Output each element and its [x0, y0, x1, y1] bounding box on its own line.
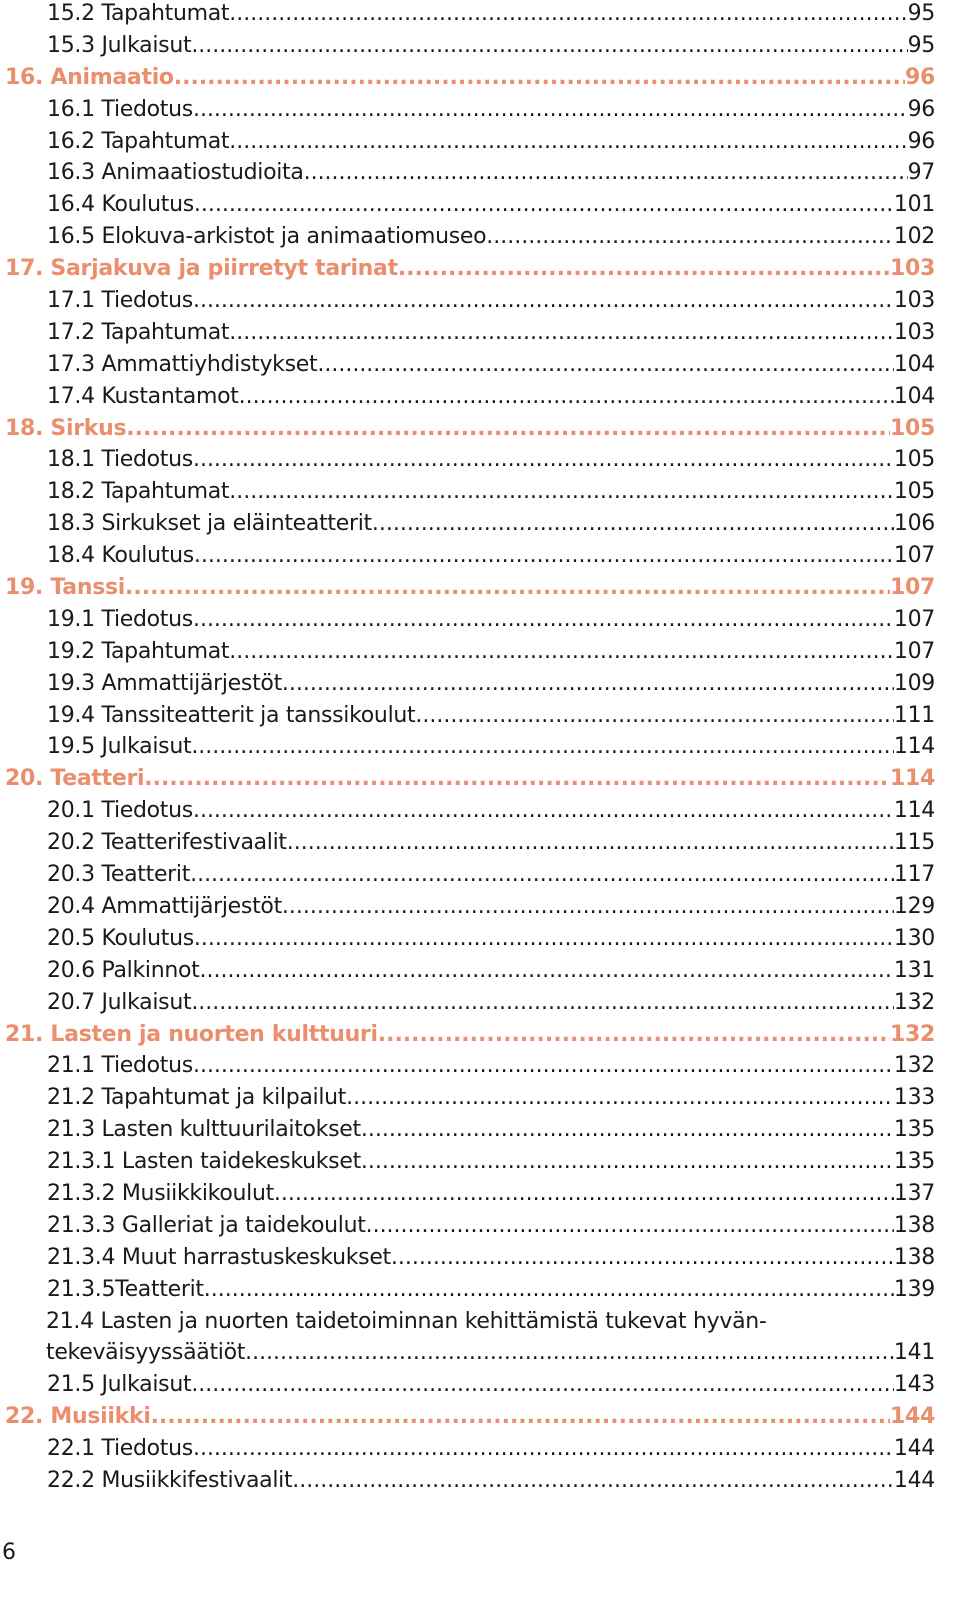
- toc-entry-line: [47, 604, 935, 636]
- page-number: 6: [2, 1540, 16, 1565]
- dot-leader: [415, 700, 894, 732]
- toc-entry[interactable]: [0, 1210, 960, 1242]
- toc-entry-line: [47, 157, 935, 189]
- toc-entry-label: 22.1 Tiedotus: [47, 1436, 193, 1462]
- toc-entry[interactable]: [0, 1433, 960, 1465]
- toc-entry-line: [5, 572, 935, 604]
- toc-chapter[interactable]: [0, 572, 960, 604]
- toc-entry-page: 131: [893, 957, 935, 983]
- dot-leader: [191, 30, 907, 62]
- dot-leader: [486, 221, 894, 253]
- dot-leader: [193, 94, 908, 126]
- toc-entry-page: 144: [893, 1467, 935, 1493]
- toc-entry[interactable]: [0, 508, 960, 540]
- toc-entry-line: [47, 891, 935, 923]
- dot-leader: [361, 1114, 894, 1146]
- toc-entry-line: [47, 1242, 935, 1274]
- toc-entry-line: [47, 540, 935, 572]
- toc-entry[interactable]: [0, 94, 960, 126]
- toc-entry-line: [47, 1146, 935, 1178]
- toc-entry-line: [5, 763, 935, 795]
- toc-entry-line: [47, 859, 935, 891]
- toc-entry-line: [47, 700, 935, 732]
- toc-entry-line: [47, 126, 935, 158]
- toc-entry-page: 104: [893, 351, 935, 377]
- toc-entry-line: [47, 1114, 935, 1146]
- dot-leader: [229, 317, 894, 349]
- toc-entry-label: 18. Sirkus: [5, 415, 127, 441]
- dot-leader: [229, 126, 907, 158]
- toc-entry[interactable]: [0, 0, 960, 30]
- toc-entry-label: 17.4 Kustantamot: [47, 383, 239, 409]
- toc-entry-page: 97: [907, 160, 935, 186]
- toc-entry[interactable]: [0, 189, 960, 221]
- toc-entry-label: 20.3 Teatterit: [47, 862, 191, 888]
- toc-entry[interactable]: [0, 1369, 960, 1401]
- toc-entry-page: 105: [889, 415, 935, 441]
- toc-entry-page: 144: [893, 1436, 935, 1462]
- toc-entry-label: 22. Musiikki: [5, 1404, 151, 1430]
- toc-entry-line: [47, 795, 935, 827]
- toc-entry-line: [47, 827, 935, 859]
- toc-entry-label: 21.1 Tiedotus: [47, 1053, 193, 1079]
- toc-entry-page: 137: [893, 1180, 935, 1206]
- toc-entry-label: 20.7 Julkaisut: [47, 989, 192, 1015]
- toc-entry-line: [47, 221, 935, 253]
- dot-leader: [229, 636, 894, 668]
- toc-entry-page: 114: [889, 766, 935, 792]
- toc-entry-page: 104: [893, 383, 935, 409]
- toc-entry[interactable]: [0, 955, 960, 987]
- toc-entry-page: 103: [893, 319, 935, 345]
- toc-entry-label: 15.3 Julkaisut: [47, 32, 192, 58]
- toc-entry[interactable]: [0, 668, 960, 700]
- toc-entry-line: [47, 285, 935, 317]
- toc-entry-label: 18.4 Koulutus: [47, 543, 194, 569]
- toc-entry-label: 20.4 Ammattijärjestöt: [47, 893, 282, 919]
- toc-entry[interactable]: [0, 1337, 960, 1369]
- toc-entry-line: [47, 636, 935, 668]
- toc-entry-page: 106: [893, 511, 935, 537]
- toc-entry[interactable]: [0, 1050, 960, 1082]
- toc-entry-page: 105: [893, 479, 935, 505]
- dot-leader: [372, 508, 894, 540]
- dot-leader: [194, 540, 894, 572]
- toc-entry-line: [47, 731, 935, 763]
- dot-leader: [144, 763, 890, 795]
- toc-entry-label: 16.1 Tiedotus: [47, 96, 193, 122]
- toc-entry-page: 115: [893, 830, 935, 856]
- toc-chapter[interactable]: [0, 1401, 960, 1433]
- toc-entry[interactable]: [0, 1274, 960, 1306]
- toc-entry-label: 19.2 Tapahtumat: [47, 638, 230, 664]
- toc-entry-line: [5, 413, 935, 445]
- dot-leader: [125, 572, 890, 604]
- toc-entry-page: 141: [893, 1340, 935, 1366]
- dot-leader: [193, 444, 894, 476]
- dot-leader: [204, 1274, 894, 1306]
- dot-leader: [191, 1369, 894, 1401]
- toc-entry-page: 114: [893, 798, 935, 824]
- dot-leader: [398, 253, 890, 285]
- toc-entry-label: tekeväisyyssäätiöt: [46, 1340, 246, 1366]
- dot-leader: [191, 731, 894, 763]
- toc-entry[interactable]: [0, 795, 960, 827]
- toc-entry-line: [5, 253, 935, 285]
- toc-entry-label: 19.5 Julkaisut: [47, 734, 192, 760]
- toc-entry-page: 103: [893, 288, 935, 314]
- toc-entry-label: 19.1 Tiedotus: [47, 606, 193, 632]
- toc-entry-label: 21.3.2 Musiikkikoulut: [47, 1180, 274, 1206]
- toc-entry-line: [47, 189, 935, 221]
- toc-entry-label: 17.3 Ammattiyhdistykset: [47, 351, 318, 377]
- toc-entry-label: 17.1 Tiedotus: [47, 288, 193, 314]
- toc-entry-page: 129: [893, 893, 935, 919]
- toc-chapter[interactable]: [0, 1019, 960, 1051]
- toc-entry[interactable]: [0, 444, 960, 476]
- dot-leader: [193, 795, 894, 827]
- toc-entry-page: 132: [893, 1053, 935, 1079]
- toc-chapter[interactable]: [0, 413, 960, 445]
- toc-entry-page: 143: [893, 1372, 935, 1398]
- dot-leader: [191, 987, 894, 1019]
- toc-entry-page: 111: [893, 702, 935, 728]
- toc-entry[interactable]: [0, 317, 960, 349]
- toc-entry-page: 101: [893, 192, 935, 218]
- dot-leader: [361, 1146, 894, 1178]
- toc-entry[interactable]: [0, 126, 960, 158]
- toc-entry-page: 132: [889, 1021, 935, 1047]
- toc-entry-label: 21.3.5Teatterit: [47, 1276, 204, 1302]
- toc-entry-page: 109: [893, 670, 935, 696]
- dot-leader: [292, 1465, 894, 1497]
- toc-entry-line: [47, 349, 935, 381]
- toc-entry[interactable]: [0, 923, 960, 955]
- toc-entry-line: [47, 381, 935, 413]
- toc-entry-label: 21.3.3 Galleriat ja taidekoulut: [47, 1212, 366, 1238]
- toc-entry-label: 16.2 Tapahtumat: [47, 128, 230, 154]
- dot-leader: [193, 1433, 894, 1465]
- toc-entry-page: 135: [893, 1149, 935, 1175]
- toc-entry-label: 21. Lasten ja nuorten kulttuuri: [5, 1021, 378, 1047]
- dot-leader: [282, 891, 894, 923]
- toc-entry-page: 138: [893, 1244, 935, 1270]
- dot-leader: [229, 476, 894, 508]
- dot-leader: [366, 1210, 894, 1242]
- toc-entry[interactable]: [0, 221, 960, 253]
- toc-entry-label: 17. Sarjakuva ja piirretyt tarinat: [5, 256, 398, 282]
- toc-entry-line: [47, 30, 935, 62]
- dot-leader: [126, 413, 890, 445]
- toc-entry-label: 15.2 Tapahtumat: [47, 1, 230, 26]
- toc-entry-line: [47, 955, 935, 987]
- toc-entry-line: [47, 1369, 935, 1401]
- dot-leader: [378, 1019, 890, 1051]
- toc-entry-page: 117: [893, 862, 935, 888]
- dot-leader: [194, 923, 894, 955]
- toc-entry-line: [47, 476, 935, 508]
- toc-entry[interactable]: [0, 30, 960, 62]
- toc-entry[interactable]: [0, 731, 960, 763]
- toc-entry-label: 20.1 Tiedotus: [47, 798, 193, 824]
- toc-entry[interactable]: [0, 1146, 960, 1178]
- toc-entry-label: 21.5 Julkaisut: [47, 1372, 192, 1398]
- toc-entry-page: 95: [907, 1, 935, 26]
- toc-entry-label: 21.3 Lasten kulttuurilaitokset: [47, 1117, 361, 1143]
- toc-entry-line: [47, 1050, 935, 1082]
- toc-entry[interactable]: [0, 285, 960, 317]
- dot-leader: [304, 157, 908, 189]
- toc-entry-line: [46, 1337, 935, 1369]
- toc-entry[interactable]: [0, 827, 960, 859]
- toc-entry-line: [47, 317, 935, 349]
- toc-entry-line: [47, 1433, 935, 1465]
- toc-entry[interactable]: [0, 381, 960, 413]
- toc-entry-line: [47, 508, 935, 540]
- dot-leader: [174, 62, 905, 94]
- toc-entry-page: 135: [893, 1117, 935, 1143]
- toc-entry-label: 18.1 Tiedotus: [47, 447, 193, 473]
- toc-entry[interactable]: [0, 349, 960, 381]
- toc-chapter[interactable]: [0, 62, 960, 94]
- toc-entry[interactable]: [0, 157, 960, 189]
- toc-entry-line: [47, 923, 935, 955]
- toc-entry-page: 114: [893, 734, 935, 760]
- toc-entry-line: [47, 987, 935, 1019]
- toc-entry-page: 96: [907, 96, 935, 122]
- toc-entry-label: 21.3.4 Muut harrastuskeskukset: [47, 1244, 391, 1270]
- toc-entry-line: [5, 62, 935, 94]
- dot-leader: [317, 349, 894, 381]
- toc-entry-label: 19.3 Ammattijärjestöt: [47, 670, 282, 696]
- toc-entry-label: 16.5 Elokuva-arkistot ja animaatiomuseo: [47, 224, 487, 250]
- toc-entry-line: [47, 94, 935, 126]
- toc-entry-page: 139: [893, 1276, 935, 1302]
- toc-entry-label: 20. Teatteri: [5, 766, 145, 792]
- toc-entry-label: 16.3 Animaatiostudioita: [47, 160, 304, 186]
- toc-entry-label: 21.2 Tapahtumat ja kilpailut: [47, 1085, 347, 1111]
- dot-leader: [391, 1242, 894, 1274]
- toc-entry-label: 16.4 Koulutus: [47, 192, 194, 218]
- dot-leader: [193, 285, 894, 317]
- toc-entry[interactable]: [0, 636, 960, 668]
- toc-entry-wrap-line: [0, 1306, 960, 1338]
- toc-entry-page: 96: [904, 64, 935, 90]
- dot-leader: [239, 381, 894, 413]
- dot-leader: [194, 189, 894, 221]
- toc-entry-label: 19. Tanssi: [5, 575, 126, 601]
- toc-entry[interactable]: [0, 859, 960, 891]
- toc-entry-page: 96: [907, 128, 935, 154]
- dot-leader: [151, 1401, 890, 1433]
- toc-entry-line: [47, 1082, 935, 1114]
- toc-entry-page: 107: [889, 575, 935, 601]
- toc-entry-label: 19.4 Tanssiteatterit ja tanssikoulut: [47, 702, 416, 728]
- dot-leader: [274, 1178, 894, 1210]
- toc-entry-label: 21.3.1 Lasten taidekeskukset: [47, 1149, 361, 1175]
- toc-entry-label: 17.2 Tapahtumat: [47, 319, 230, 345]
- toc-entry[interactable]: [0, 476, 960, 508]
- toc-entry-page: 138: [893, 1212, 935, 1238]
- toc-entry-label: 18.3 Sirkukset ja eläinteatterit: [47, 511, 372, 537]
- toc-entry-label: 22.2 Musiikkifestivaalit: [47, 1467, 293, 1493]
- dot-leader: [282, 668, 894, 700]
- dot-leader: [346, 1082, 894, 1114]
- toc-entry-page: 107: [893, 638, 935, 664]
- toc-entry[interactable]: [0, 1465, 960, 1497]
- toc-entry-page: 103: [889, 256, 935, 282]
- dot-leader: [199, 955, 893, 987]
- dot-leader: [229, 0, 907, 30]
- toc-entry-label: 18.2 Tapahtumat: [47, 479, 230, 505]
- toc-entry-page: 133: [893, 1085, 935, 1111]
- toc-entry[interactable]: [0, 700, 960, 732]
- toc-entry-line: [47, 1274, 935, 1306]
- toc-chapter[interactable]: [0, 253, 960, 285]
- dot-leader: [193, 1050, 894, 1082]
- toc-entry-line: [47, 668, 935, 700]
- toc-entry-label: 16. Animaatio: [5, 64, 174, 90]
- toc-entry-page: 102: [893, 224, 935, 250]
- toc-entry-page: 105: [893, 447, 935, 473]
- toc-entry-label: 20.2 Teatterifestivaalit: [47, 830, 287, 856]
- toc-entry-page: 107: [893, 543, 935, 569]
- toc-entry-line: [47, 1178, 935, 1210]
- toc-entry-line: [47, 1465, 935, 1497]
- dot-leader: [193, 604, 894, 636]
- toc-entry-line: [47, 444, 935, 476]
- toc-entry[interactable]: [0, 540, 960, 572]
- toc-chapter[interactable]: [0, 763, 960, 795]
- toc-entry-page: 144: [889, 1404, 935, 1430]
- toc-entry[interactable]: [0, 1178, 960, 1210]
- toc-entry-label: 21.4 Lasten ja nuorten taidetoiminnan kehittämistä tukevat hyvän-: [46, 1308, 767, 1334]
- toc-entry[interactable]: [0, 1242, 960, 1274]
- toc-entry-page: 107: [893, 606, 935, 632]
- toc-entry[interactable]: [0, 1114, 960, 1146]
- toc-entry-line: [47, 0, 935, 30]
- toc-entry[interactable]: [0, 1082, 960, 1114]
- dot-leader: [190, 859, 894, 891]
- dot-leader: [245, 1337, 894, 1369]
- toc-entry-line: [5, 1401, 935, 1433]
- toc-entry[interactable]: [0, 891, 960, 923]
- toc-entry-label: 20.5 Koulutus: [47, 925, 194, 951]
- toc-entry[interactable]: [0, 987, 960, 1019]
- toc-entry-page: 132: [893, 989, 935, 1015]
- toc-entry-line: [5, 1019, 935, 1051]
- dot-leader: [287, 827, 894, 859]
- toc-entry-label: 20.6 Palkinnot: [47, 957, 200, 983]
- toc-entry-page: 95: [907, 32, 935, 58]
- toc-entry-page: 130: [893, 925, 935, 951]
- toc-entry[interactable]: [0, 604, 960, 636]
- toc-entry-line: [47, 1210, 935, 1242]
